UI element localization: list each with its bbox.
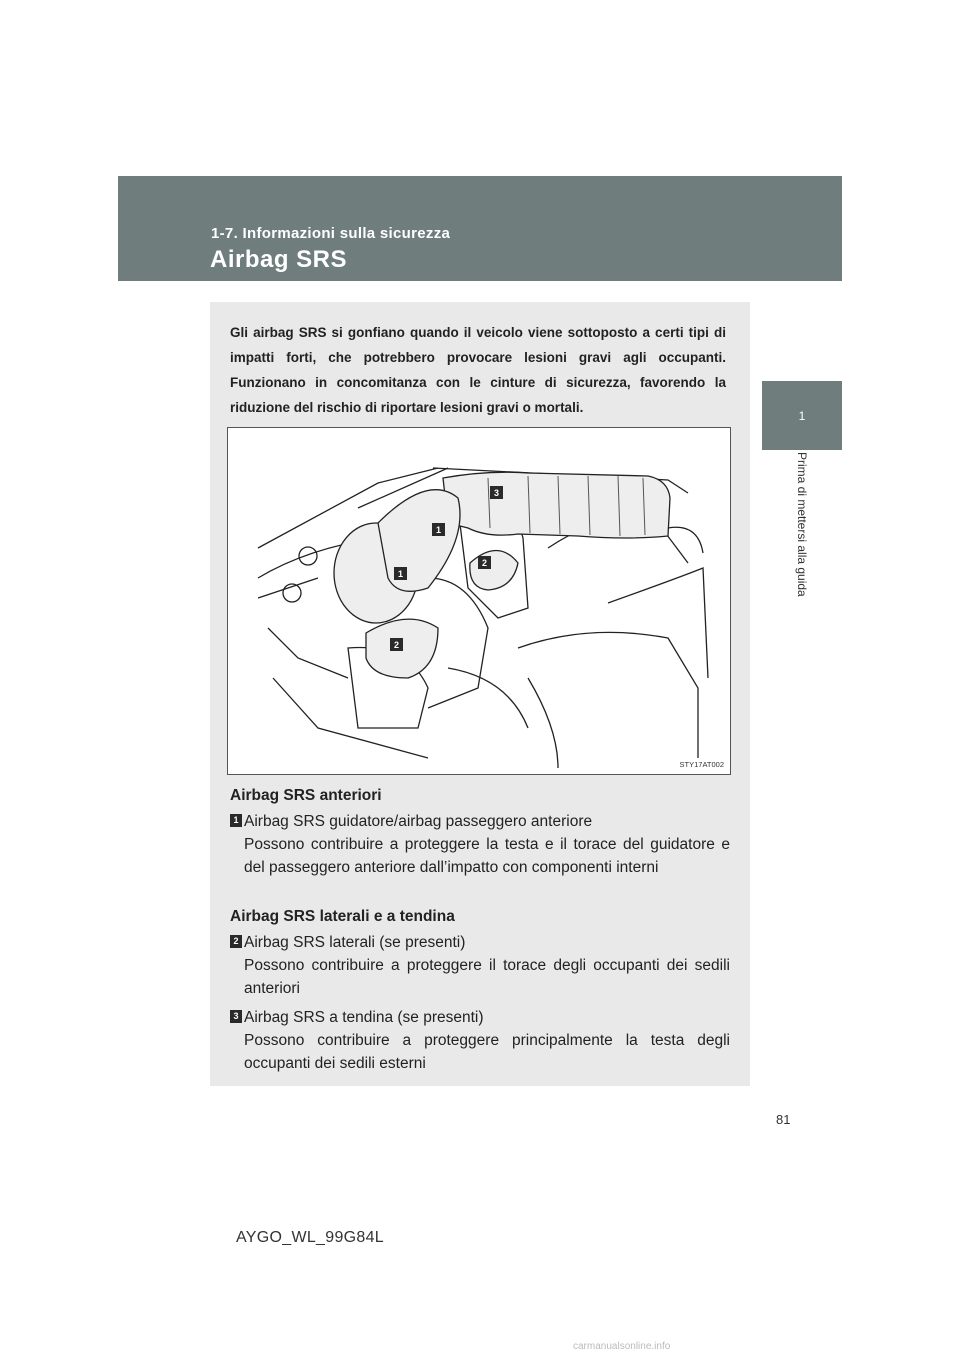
airbag-illustration	[227, 427, 731, 775]
callout-2-passenger-label: 2	[481, 558, 488, 568]
figure-code: STY17AT002	[679, 760, 724, 769]
item-name: Airbag SRS laterali (se presenti)	[244, 934, 466, 951]
list-item	[230, 810, 730, 879]
section-heading-front: Airbag SRS anteriori	[230, 787, 382, 804]
watermark: carmanualsonline.info	[573, 1341, 671, 1352]
item-badge: 1	[230, 814, 242, 827]
section-heading-side: Airbag SRS laterali e a tendina	[230, 908, 455, 925]
chapter-tab[interactable]: 1	[762, 381, 842, 450]
item-desc: Possono contribuire a proteggere principalmente la testa degli occupanti dei sedili esterni	[244, 1032, 730, 1072]
page-title: Airbag SRS	[210, 246, 348, 273]
callout-2-driver-label: 2	[393, 640, 400, 650]
list-item	[230, 931, 730, 1000]
list-item	[230, 1006, 730, 1075]
content-box	[210, 302, 750, 1086]
item-badge: 3	[230, 1010, 242, 1023]
car-interior-drawing	[228, 428, 730, 774]
callout-1-driver-label: 1	[397, 569, 404, 579]
section-label: 1-7. Informazioni sulla sicurezza	[211, 225, 451, 242]
callout-3-curtain-label: 3	[493, 488, 500, 498]
chapter-tab-label: Prima di mettersi alla guida	[795, 452, 809, 597]
item-desc: Possono contribuire a proteggere la testa e il torace del guidatore e del passeggero anteriore dall’impatto con componenti interni	[244, 836, 730, 876]
header-band	[118, 176, 842, 281]
item-desc: Possono contribuire a proteggere il torace degli occupanti dei sedili anteriori	[244, 957, 730, 997]
intro-text: Gli airbag SRS si gonfiano quando il veicolo viene sottoposto a certi tipi di impatti forti, che potrebbero provocare lesioni gravi agli occupanti. Funzionano in concomitanza con le cinture di sicurezza, favorendo la riduzione del rischio di riportare lesioni gravi o mortali.	[230, 325, 726, 415]
item-name: Airbag SRS a tendina (se presenti)	[244, 1009, 484, 1026]
document-code: AYGO_WL_99G84L	[236, 1229, 384, 1246]
item-badge: 2	[230, 935, 242, 948]
page-number: 81	[776, 1112, 791, 1127]
item-name: Airbag SRS guidatore/airbag passeggero anteriore	[244, 813, 593, 830]
callout-1-passenger-label: 1	[435, 525, 442, 535]
